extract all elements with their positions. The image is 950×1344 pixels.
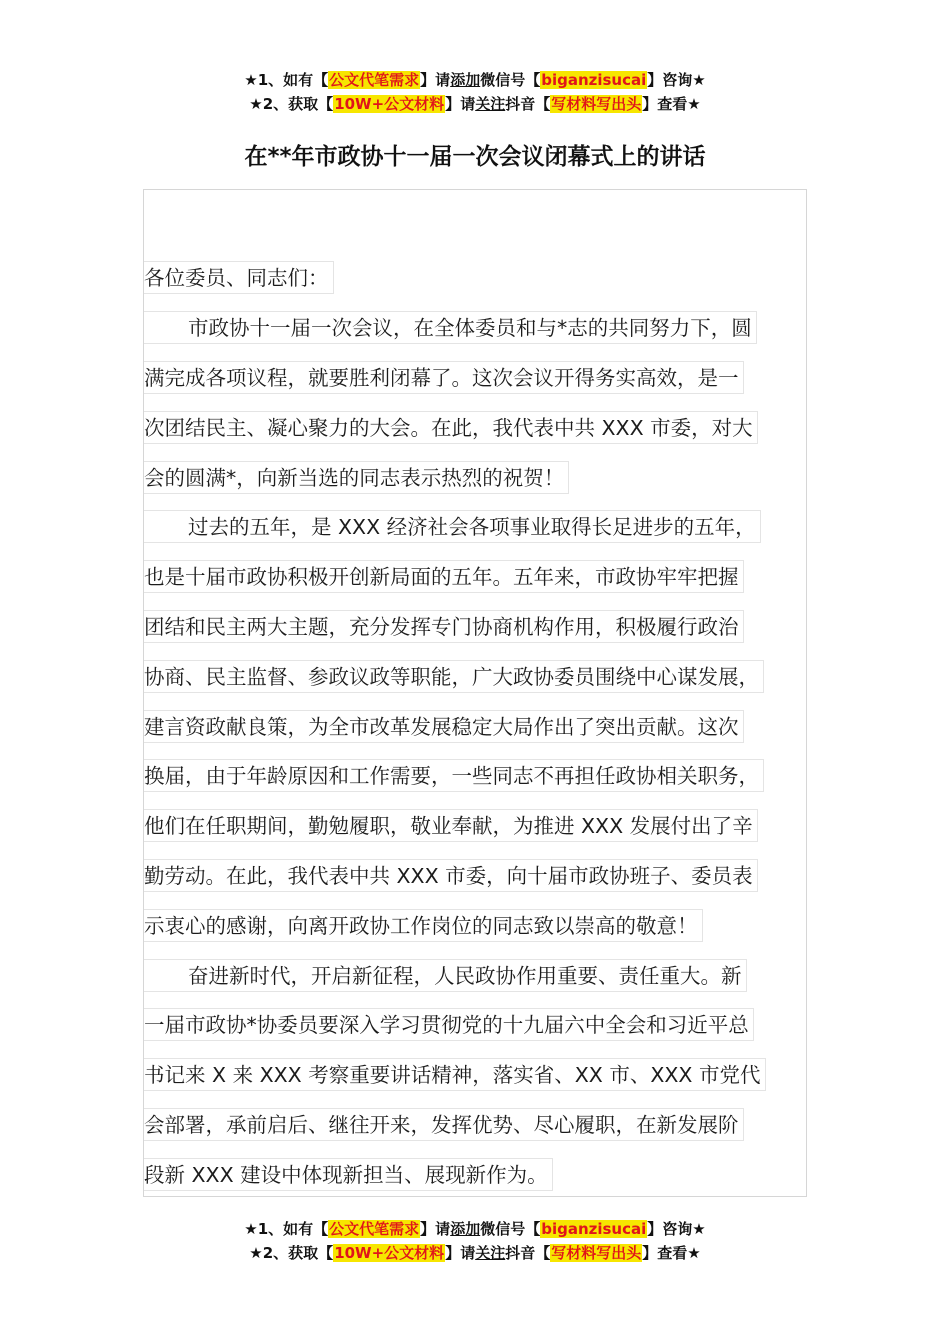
body-line: 也是十届市政协积极开创新局面的五年。五年来，市政协牢牢把握 [144, 560, 744, 593]
promo-highlight: 10W+公文材料 [334, 95, 445, 113]
body-line: 建言资政献良策，为全市改革发展稳定大局作出了突出贡献。这次 [144, 710, 744, 743]
douyin-account: 写材料写出头 [551, 1244, 642, 1262]
body-line: 奋进新时代，开启新征程，人民政协作用重要、责任重大。新 [144, 959, 747, 992]
body-line: 段新 XXX 建设中体现新担当、展现新作为。 [144, 1158, 553, 1191]
promo-text: 微信号【 [480, 1220, 541, 1238]
promo-banner-bottom [0, 1217, 950, 1265]
promo-text: ★2、获取【 [249, 1244, 334, 1262]
body-line: 换届，由于年龄原因和工作需要，一些同志不再担任政协相关职务， [144, 759, 764, 792]
body-line: 他们在任职期间，勤勉履职，敬业奉献，为推进 XXX 发展付出了辛 [144, 809, 758, 842]
body-line: 次团结民主、凝心聚力的大会。在此，我代表中共 XXX 市委，对大 [144, 411, 758, 444]
promo-underline: 添加 [450, 71, 481, 89]
promo-text: ★1、如有【 [244, 1220, 329, 1238]
body-line: 一届市政协*协委员要深入学习贯彻党的十九届六中全会和习近平总 [144, 1008, 754, 1041]
promo-underline: 关注 [475, 95, 506, 113]
promo-text: 】请 [445, 95, 476, 113]
document-title: 在**年市政协十一届一次会议闭幕式上的讲话 [244, 144, 706, 170]
promo-line-1 [0, 68, 950, 92]
salutation-line: 各位委员、同志们： [144, 261, 334, 294]
promo-text: 】查看★ [642, 1244, 701, 1262]
promo-banner-top [0, 68, 950, 116]
promo-line-2 [0, 1241, 950, 1265]
body-line: 过去的五年，是 XXX 经济社会各项事业取得长足进步的五年， [144, 510, 761, 543]
promo-text: 】咨询★ [647, 71, 706, 89]
promo-highlight: 公文代笔需求 [329, 1220, 420, 1238]
body-line: 勤劳动。在此，我代表中共 XXX 市委，向十届市政协班子、委员表 [144, 859, 758, 892]
body-line: 满完成各项议程，就要胜利闭幕了。这次会议开得务实高效，是一 [144, 361, 744, 394]
promo-text: 微信号【 [480, 71, 541, 89]
promo-text: 】查看★ [642, 95, 701, 113]
promo-text: ★1、如有【 [244, 71, 329, 89]
body-line: 书记来 X 来 XXX 考察重要讲话精神，落实省、XX 市、XXX 市党代 [144, 1058, 766, 1091]
promo-text: 】请 [420, 71, 451, 89]
body-line: 协商、民主监督、参政议政等职能，广大政协委员围绕中心谋发展， [144, 660, 764, 693]
body-line: 市政协十一届一次会议，在全体委员和与*志的共同努力下，圆 [144, 311, 757, 344]
promo-line-1 [0, 1217, 950, 1241]
promo-text: 】请 [420, 1220, 451, 1238]
promo-line-2 [0, 92, 950, 116]
body-line: 团结和民主两大主题，充分发挥专门协商机构作用，积极履行政治 [144, 610, 744, 643]
promo-text: 抖音【 [505, 95, 551, 113]
wechat-id: biganzisucai [541, 71, 647, 89]
promo-text: 】请 [445, 1244, 476, 1262]
promo-underline: 关注 [475, 1244, 506, 1262]
promo-text: 抖音【 [505, 1244, 551, 1262]
promo-highlight: 10W+公文材料 [334, 1244, 445, 1262]
promo-text: ★2、获取【 [249, 95, 334, 113]
body-line: 示衷心的感谢，向离开政协工作岗位的同志致以崇高的敬意！ [144, 909, 703, 942]
douyin-account: 写材料写出头 [551, 95, 642, 113]
promo-text: 】咨询★ [647, 1220, 706, 1238]
promo-underline: 添加 [450, 1220, 481, 1238]
promo-highlight: 公文代笔需求 [329, 71, 420, 89]
body-line: 会的圆满*，向新当选的同志表示热烈的祝贺！ [144, 461, 569, 494]
body-line: 会部署，承前启后、继往开来，发挥优势、尽心履职，在新发展阶 [144, 1108, 744, 1141]
wechat-id: biganzisucai [541, 1220, 647, 1238]
